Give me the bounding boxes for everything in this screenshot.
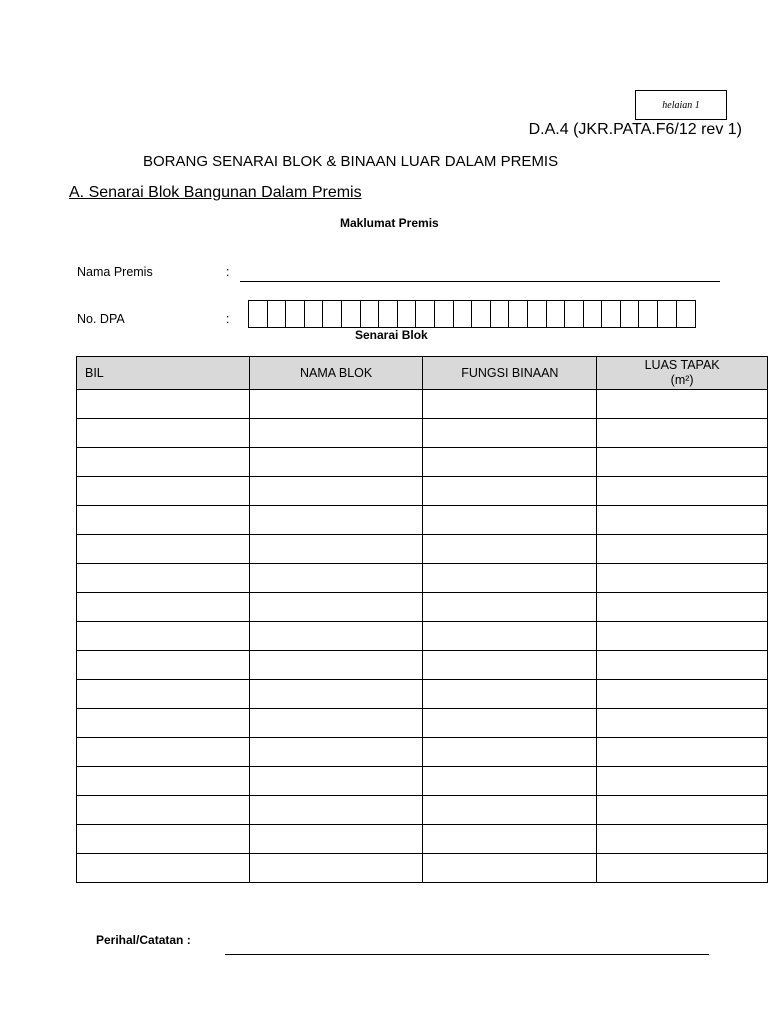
dpa-char-box[interactable]	[658, 301, 677, 327]
block-list-table	[76, 356, 768, 883]
cell-luas-tapak[interactable]	[597, 651, 768, 680]
cell-nama-blok[interactable]	[249, 680, 423, 709]
table-row	[77, 738, 768, 767]
remarks-underline	[225, 954, 709, 955]
cell-nama-blok[interactable]	[249, 564, 423, 593]
cell-nama-blok[interactable]	[249, 477, 423, 506]
cell-fungsi-binaan[interactable]	[423, 477, 597, 506]
col-header-nama-blok: NAMA BLOK	[249, 357, 423, 390]
nama-premis-field[interactable]	[240, 266, 720, 282]
cell-luas-tapak[interactable]	[597, 796, 768, 825]
nama-premis-colon: :	[226, 265, 230, 279]
cell-bil[interactable]	[77, 564, 250, 593]
dpa-char-box[interactable]	[584, 301, 603, 327]
dpa-char-box[interactable]	[621, 301, 640, 327]
dpa-char-box[interactable]	[602, 301, 621, 327]
block-list-heading: Senarai Blok	[355, 328, 428, 342]
cell-luas-tapak[interactable]	[597, 535, 768, 564]
cell-bil[interactable]	[77, 622, 250, 651]
cell-fungsi-binaan[interactable]	[423, 825, 597, 854]
dpa-char-box[interactable]	[416, 301, 435, 327]
cell-nama-blok[interactable]	[249, 622, 423, 651]
table-row	[77, 651, 768, 680]
cell-fungsi-binaan[interactable]	[423, 622, 597, 651]
remarks-field[interactable]	[225, 938, 709, 954]
dpa-char-box[interactable]	[323, 301, 342, 327]
cell-fungsi-binaan[interactable]	[423, 854, 597, 883]
cell-bil[interactable]	[77, 825, 250, 854]
remarks-label: Perihal/Catatan :	[96, 933, 191, 947]
cell-nama-blok[interactable]	[249, 825, 423, 854]
table-row	[77, 825, 768, 854]
cell-fungsi-binaan[interactable]	[423, 796, 597, 825]
cell-fungsi-binaan[interactable]	[423, 448, 597, 477]
dpa-char-box[interactable]	[472, 301, 491, 327]
cell-bil[interactable]	[77, 506, 250, 535]
no-dpa-boxes[interactable]	[248, 300, 696, 328]
cell-luas-tapak[interactable]	[597, 738, 768, 767]
table-row	[77, 506, 768, 535]
premises-info-heading: Maklumat Premis	[340, 216, 439, 230]
col-header-luas-line1: LUAS TAPAK	[644, 358, 720, 372]
cell-nama-blok[interactable]	[249, 651, 423, 680]
dpa-char-box[interactable]	[435, 301, 454, 327]
cell-fungsi-binaan[interactable]	[423, 535, 597, 564]
dpa-char-box[interactable]	[286, 301, 305, 327]
cell-fungsi-binaan[interactable]	[423, 651, 597, 680]
dpa-char-box[interactable]	[342, 301, 361, 327]
nama-premis-label: Nama Premis	[77, 265, 153, 279]
cell-fungsi-binaan[interactable]	[423, 738, 597, 767]
dpa-char-box[interactable]	[361, 301, 380, 327]
cell-nama-blok[interactable]	[249, 738, 423, 767]
cell-fungsi-binaan[interactable]	[423, 593, 597, 622]
cell-bil[interactable]	[77, 419, 250, 448]
form-code: D.A.4 (JKR.PATA.F6/12 rev 1)	[528, 121, 742, 138]
cell-luas-tapak[interactable]	[597, 680, 768, 709]
cell-fungsi-binaan[interactable]	[423, 767, 597, 796]
dpa-char-box[interactable]	[249, 301, 268, 327]
dpa-char-box[interactable]	[491, 301, 510, 327]
cell-luas-tapak[interactable]	[597, 825, 768, 854]
cell-bil[interactable]	[77, 709, 250, 738]
cell-nama-blok[interactable]	[249, 854, 423, 883]
dpa-char-box[interactable]	[454, 301, 473, 327]
col-header-fungsi-binaan: FUNGSI BINAAN	[423, 357, 597, 390]
table-row	[77, 709, 768, 738]
col-header-luas-tapak	[597, 357, 768, 390]
cell-nama-blok[interactable]	[249, 448, 423, 477]
table-row	[77, 448, 768, 477]
table-row	[77, 477, 768, 506]
cell-luas-tapak[interactable]	[597, 622, 768, 651]
cell-fungsi-binaan[interactable]	[423, 506, 597, 535]
cell-bil[interactable]	[77, 738, 250, 767]
cell-bil[interactable]	[77, 651, 250, 680]
table-row	[77, 593, 768, 622]
cell-nama-blok[interactable]	[249, 390, 423, 419]
cell-luas-tapak[interactable]	[597, 564, 768, 593]
table-header-row	[77, 357, 768, 390]
cell-fungsi-binaan[interactable]	[423, 680, 597, 709]
dpa-char-box[interactable]	[509, 301, 528, 327]
cell-fungsi-binaan[interactable]	[423, 390, 597, 419]
cell-fungsi-binaan[interactable]	[423, 564, 597, 593]
table-row	[77, 796, 768, 825]
dpa-char-box[interactable]	[398, 301, 417, 327]
cell-nama-blok[interactable]	[249, 419, 423, 448]
sheet-number-label: helaian 1	[662, 99, 700, 111]
cell-bil[interactable]	[77, 854, 250, 883]
cell-fungsi-binaan[interactable]	[423, 419, 597, 448]
table-row	[77, 535, 768, 564]
form-title: BORANG SENARAI BLOK & BINAAN LUAR DALAM PREMIS	[143, 153, 559, 170]
table-row	[77, 854, 768, 883]
cell-bil[interactable]	[77, 535, 250, 564]
dpa-char-box[interactable]	[305, 301, 324, 327]
cell-luas-tapak[interactable]	[597, 593, 768, 622]
nama-premis-underline	[240, 281, 720, 282]
cell-bil[interactable]	[77, 593, 250, 622]
cell-bil[interactable]	[77, 477, 250, 506]
cell-bil[interactable]	[77, 448, 250, 477]
cell-luas-tapak[interactable]	[597, 448, 768, 477]
cell-luas-tapak[interactable]	[597, 419, 768, 448]
cell-nama-blok[interactable]	[249, 535, 423, 564]
cell-nama-blok[interactable]	[249, 767, 423, 796]
cell-luas-tapak[interactable]	[597, 477, 768, 506]
cell-bil[interactable]	[77, 680, 250, 709]
dpa-char-box[interactable]	[547, 301, 566, 327]
cell-luas-tapak[interactable]	[597, 390, 768, 419]
dpa-char-box[interactable]	[268, 301, 287, 327]
cell-nama-blok[interactable]	[249, 796, 423, 825]
cell-bil[interactable]	[77, 796, 250, 825]
dpa-char-box[interactable]	[379, 301, 398, 327]
table-row	[77, 419, 768, 448]
cell-luas-tapak[interactable]	[597, 506, 768, 535]
cell-nama-blok[interactable]	[249, 593, 423, 622]
table-row	[77, 767, 768, 796]
cell-nama-blok[interactable]	[249, 506, 423, 535]
dpa-char-box[interactable]	[528, 301, 547, 327]
section-title: A. Senarai Blok Bangunan Dalam Premis	[69, 184, 362, 201]
no-dpa-label: No. DPA	[77, 312, 125, 326]
cell-fungsi-binaan[interactable]	[423, 709, 597, 738]
col-header-luas-line2: (m²)	[670, 373, 694, 387]
cell-luas-tapak[interactable]	[597, 709, 768, 738]
dpa-char-box[interactable]	[639, 301, 658, 327]
no-dpa-colon: :	[226, 312, 230, 326]
dpa-char-box[interactable]	[677, 301, 696, 327]
cell-luas-tapak[interactable]	[597, 767, 768, 796]
dpa-char-box[interactable]	[565, 301, 584, 327]
table-row	[77, 390, 768, 419]
col-header-bil: BIL	[77, 357, 250, 390]
table-row	[77, 564, 768, 593]
table-row	[77, 622, 768, 651]
cell-luas-tapak[interactable]	[597, 854, 768, 883]
sheet-number-box	[635, 90, 727, 120]
table-row	[77, 680, 768, 709]
cell-bil[interactable]	[77, 390, 250, 419]
cell-bil[interactable]	[77, 767, 250, 796]
cell-nama-blok[interactable]	[249, 709, 423, 738]
